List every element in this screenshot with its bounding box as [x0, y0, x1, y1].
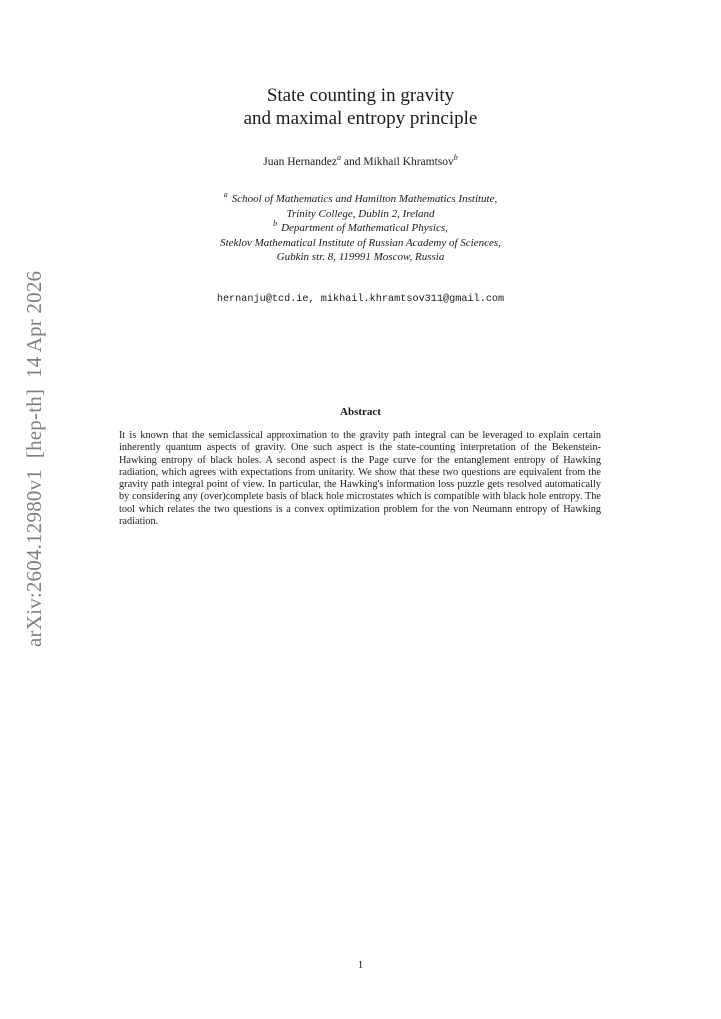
affiliation-mark: a [337, 153, 341, 162]
affiliations [0, 192, 721, 265]
affiliation-line: Gubkin str. 8, 119991 Moscow, Russia [276, 251, 445, 264]
affiliation-text: Department of Mathematical Physics, [281, 222, 448, 235]
affiliation-mark: b [453, 153, 458, 162]
affiliation-line: Steklov Mathematical Institute of Russian Academy of Sciences, [220, 236, 501, 249]
paper-title [0, 84, 721, 130]
arxiv-identifier-stamp: arXiv:2604.12980v1 [hep-th] 14 Apr 2026 [22, 270, 46, 647]
title-line-1: State counting in gravity [266, 85, 455, 106]
affiliation-mark: a [223, 190, 228, 199]
affiliation-line [0, 221, 721, 236]
affiliation-line [0, 192, 721, 207]
affiliation-line: Trinity College, Dublin 2, Ireland [286, 207, 435, 220]
abstract-text: It is known that the semiclassical approximation to the gravity path integral can be leveraged to explain certain inherently quantum aspects of gravity. One such aspect is the state-counting interpretation of the Bekenstein-Hawking entropy of black holes. A second aspect is the Page curve for the entanglement entropy of Hawking radiation, which agrees with expectations from unitarity. We show that these two questions are equivalent from the gravity path integral point of view. In particular, the Hawking's information loss puzzle gets resolved automatically by considering any (over)complete basis of black hole microstates which is compatible with black hole entropy. The tool which relates the two questions is a convex optimization problem for the von Neumann entropy of Hawking radiation. [119, 430, 601, 528]
author-emails: hernanju@tcd.ie, mikhail.khramtsov311@gmail.com [216, 294, 505, 305]
author-list [0, 155, 721, 170]
affiliation-mark: b [273, 219, 278, 229]
author-name: Juan Hernandez [263, 156, 337, 168]
affiliation-text: School of Mathematics and Hamilton Mathematics Institute, [231, 193, 498, 205]
title-line-2: and maximal entropy principle [243, 108, 478, 129]
abstract-heading: Abstract [340, 406, 381, 418]
author-name: Mikhail Khramtsov [363, 156, 454, 168]
page-number: 1 [357, 959, 364, 971]
author-conjunction: and [341, 156, 364, 168]
